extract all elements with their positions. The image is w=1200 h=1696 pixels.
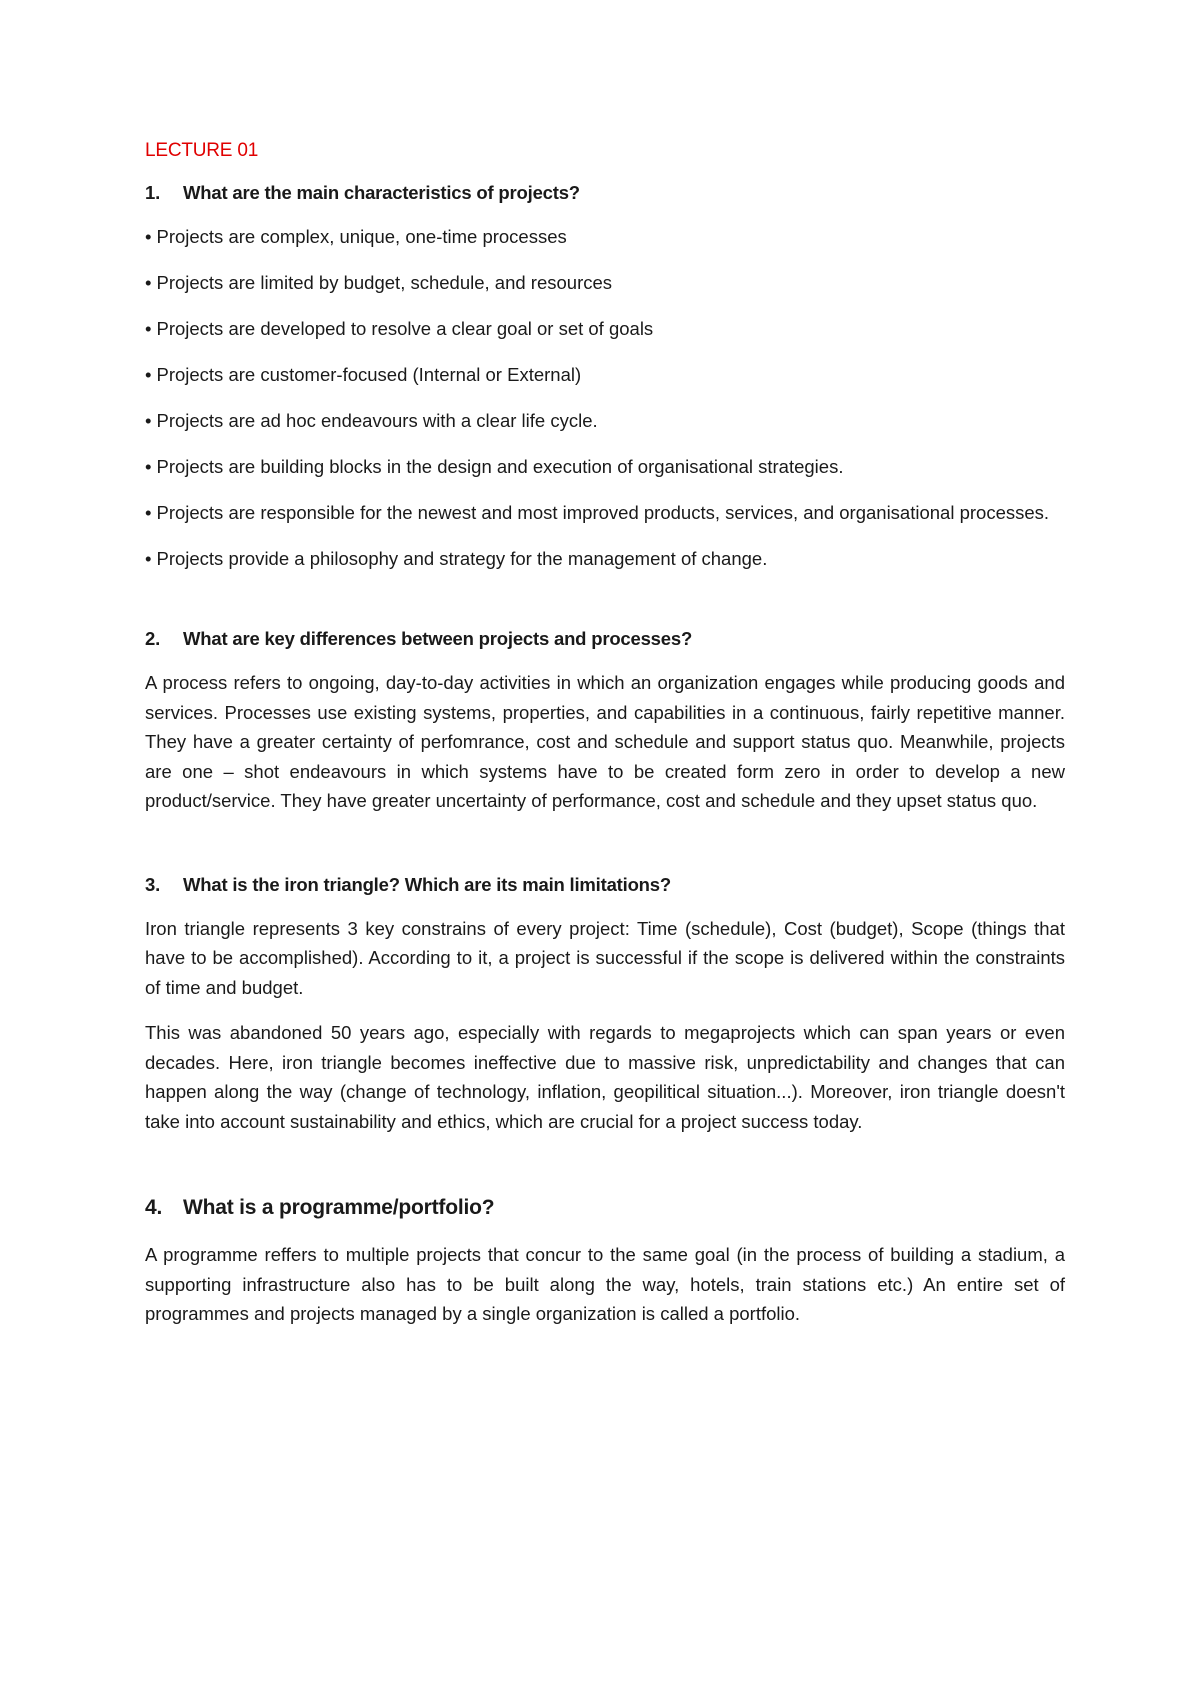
list-item: • Projects are limited by budget, schedule, and resources <box>145 268 1065 298</box>
bullet-icon: • <box>145 548 152 569</box>
lecture-title: LECTURE 01 <box>145 140 259 161</box>
question-3-heading <box>145 874 1065 896</box>
document-page <box>145 140 1065 1345</box>
list-item: • Projects are customer-focused (Internal or External) <box>145 360 1065 390</box>
question-4-heading <box>145 1196 1065 1220</box>
question-text: What is a programme/portfolio? <box>183 1196 495 1219</box>
question-number: 1. <box>145 182 161 203</box>
answer-paragraph: Iron triangle represents 3 key constrains of every project: Time (schedule), Cost (budget), Scope (things that have to be accomplished). According to it, a project is successful if the scope is delivered within the constraints of time and budget. <box>145 917 1065 998</box>
question-text: What is the iron triangle? Which are its main limitations? <box>183 873 671 895</box>
question-1-heading <box>145 182 1065 204</box>
bullet-icon: • <box>145 456 152 477</box>
question-text: What are key differences between projects and processes? <box>183 628 693 649</box>
question-text: What are the main characteristics of projects? <box>183 182 580 203</box>
question-2-heading <box>145 628 1065 650</box>
answer-paragraph: A programme reffers to multiple projects that concur to the same goal (in the process of building a stadium, a supporting infrastructure also has to be built along the way, hotels, train stations etc.) An entire set of programmes and projects managed by a single organization is called a portfolio. <box>145 1244 1065 1324</box>
bullet-icon: • <box>145 318 152 339</box>
bullet-icon: • <box>145 272 152 293</box>
list-item: • Projects are developed to resolve a clear goal or set of goals <box>145 314 1065 344</box>
bullet-icon: • <box>145 226 152 247</box>
question-number: 2. <box>145 628 161 649</box>
question-number: 4. <box>145 1196 163 1219</box>
list-item: • Projects are ad hoc endeavours with a clear life cycle. <box>145 406 1065 436</box>
answer-paragraph: A process refers to ongoing, day-to-day activities in which an organization engages while producing goods and services. Processes use existing systems, properties, and capabilities in a continuous, fairly repetitive manner. They have a greater certainty of perfomrance, cost and schedule and support status quo. Meanwhile, projects are one – shot endeavours in which systems have to be created form zero in order to develop a new product/service. They have greater uncertainty of performance, cost and schedule and they upset status quo. <box>145 672 1065 811</box>
list-item: • Projects provide a philosophy and strategy for the management of change. <box>145 544 1065 574</box>
question-number: 3. <box>145 873 161 895</box>
list-item: • Projects are responsible for the newest and most improved products, services, and organisational processes. <box>145 498 1065 528</box>
characteristics-list <box>145 222 1065 574</box>
bullet-icon: • <box>145 364 152 385</box>
bullet-icon: • <box>145 502 152 523</box>
list-item: • Projects are complex, unique, one-time processes <box>145 222 1065 252</box>
answer-paragraph: This was abandoned 50 years ago, especially with regards to megaprojects which can span years or even decades. Here, iron triangle becomes ineffective due to massive risk, unpredictability and changes that can happen along the way (change of technology, inflation, geopilitical situation...). Moreover, iron triangle doesn't take into account sustainability and ethics, which are crucial for a project success today. <box>145 1022 1065 1132</box>
list-item: • Projects are building blocks in the design and execution of organisational strategies. <box>145 452 1065 482</box>
bullet-icon: • <box>145 410 152 431</box>
